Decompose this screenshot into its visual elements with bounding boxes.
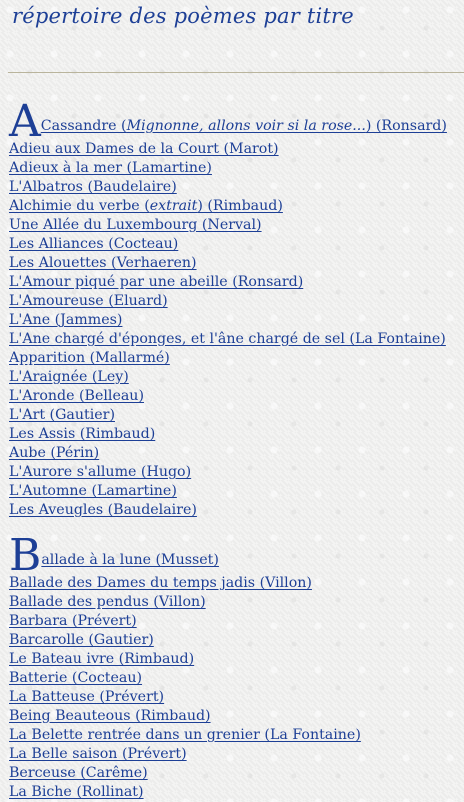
list-item — [9, 195, 461, 214]
poem-link[interactable]: L'Automne (Lamartine) — [9, 483, 177, 499]
list-item — [9, 404, 461, 423]
section-b — [9, 520, 461, 800]
list-item — [9, 629, 461, 648]
poem-link[interactable]: Adieux à la mer (Lamartine) — [9, 160, 212, 176]
poem-link[interactable]: Une Allée du Luxembourg (Nerval) — [9, 217, 262, 233]
poem-list-a — [9, 138, 461, 518]
section-a — [9, 86, 461, 518]
list-item — [9, 781, 461, 800]
poem-link-text: ) (Rimbaud) — [197, 198, 283, 214]
list-item — [9, 423, 461, 442]
poem-link[interactable]: L'Amoureuse (Eluard) — [9, 293, 168, 309]
list-item — [9, 176, 461, 195]
poem-link-italic: extrait — [149, 198, 198, 214]
list-item — [9, 233, 461, 252]
section-a-header — [9, 86, 461, 147]
list-item — [9, 252, 461, 271]
poem-link[interactable]: Ballade des pendus (Villon) — [9, 594, 206, 610]
section-letter-b: B — [9, 530, 42, 581]
list-item — [9, 347, 461, 366]
poem-link-text: ) (Ronsard) — [365, 118, 447, 134]
list-item — [9, 366, 461, 385]
poem-link[interactable]: L'Araignée (Ley) — [9, 369, 129, 385]
list-item — [9, 328, 461, 347]
poem-link[interactable]: L'Albatros (Baudelaire) — [9, 179, 177, 195]
poem-link[interactable]: La Belle saison (Prévert) — [9, 746, 187, 762]
poem-link[interactable]: Apparition (Mallarmé) — [9, 350, 170, 366]
page-title: répertoire des poèmes par titre — [12, 4, 354, 28]
list-item — [9, 214, 461, 233]
poem-link[interactable]: Being Beauteous (Rimbaud) — [9, 708, 211, 724]
divider — [8, 72, 464, 73]
list-item — [9, 385, 461, 404]
list-item — [9, 591, 461, 610]
poem-link[interactable]: Les Aveugles (Baudelaire) — [9, 502, 197, 518]
poem-link-text: Cassandre ( — [40, 118, 127, 134]
poem-link[interactable]: L'Aurore s'allume (Hugo) — [9, 464, 192, 480]
poem-link[interactable]: allade à la lune (Musset) — [41, 552, 219, 568]
poem-index — [9, 86, 461, 800]
list-item — [9, 271, 461, 290]
section-letter-a: A — [9, 96, 41, 147]
poem-link[interactable]: Les Alliances (Cocteau) — [9, 236, 179, 252]
poem-link[interactable]: Barbara (Prévert) — [9, 613, 137, 629]
list-item — [9, 442, 461, 461]
list-item — [9, 762, 461, 781]
poem-link[interactable]: La Biche (Rollinat) — [9, 784, 144, 800]
poem-link[interactable]: L'Ane (Jammes) — [9, 312, 123, 328]
poem-link[interactable]: Les Assis (Rimbaud) — [9, 426, 156, 442]
poem-link[interactable]: La Batteuse (Prévert) — [9, 689, 165, 705]
poem-link[interactable]: Les Alouettes (Verhaeren) — [9, 255, 197, 271]
list-item — [9, 705, 461, 724]
list-item — [9, 724, 461, 743]
poem-link[interactable] — [41, 117, 447, 136]
list-item — [9, 480, 461, 499]
poem-link[interactable]: La Belette rentrée dans un grenier (La Fontaine) — [9, 727, 361, 743]
poem-link[interactable]: L'Art (Gautier) — [9, 407, 115, 423]
poem-link[interactable] — [9, 198, 283, 214]
poem-link[interactable]: Le Bateau ivre (Rimbaud) — [9, 651, 195, 667]
poem-link[interactable]: Adieu aux Dames de la Court (Marot) — [9, 141, 279, 157]
poem-link-text: Alchimie du verbe ( — [9, 198, 150, 214]
poem-link[interactable]: Batterie (Cocteau) — [9, 670, 143, 686]
list-item — [9, 309, 461, 328]
list-item — [9, 610, 461, 629]
section-b-header — [9, 520, 461, 581]
list-item — [9, 461, 461, 480]
list-item — [9, 667, 461, 686]
poem-link[interactable]: L'Amour piqué par une abeille (Ronsard) — [9, 274, 304, 290]
poem-link[interactable]: L'Ane chargé d'éponges, et l'âne chargé de sel (La Fontaine) — [9, 331, 446, 347]
poem-link[interactable]: Berceuse (Carême) — [9, 765, 148, 781]
list-item — [9, 138, 461, 157]
list-item — [9, 157, 461, 176]
list-item — [9, 743, 461, 762]
list-item — [9, 648, 461, 667]
poem-link[interactable]: Aube (Périn) — [9, 445, 100, 461]
poem-list-b — [9, 572, 461, 800]
list-item — [9, 290, 461, 309]
list-item — [9, 686, 461, 705]
poem-link[interactable]: Barcarolle (Gautier) — [9, 632, 154, 648]
list-item — [9, 572, 461, 591]
poem-link-italic: Mignonne, allons voir si la rose... — [126, 118, 366, 134]
poem-link[interactable]: L'Aronde (Belleau) — [9, 388, 144, 404]
poem-link[interactable]: Ballade des Dames du temps jadis (Villon) — [9, 575, 312, 591]
list-item — [9, 499, 461, 518]
